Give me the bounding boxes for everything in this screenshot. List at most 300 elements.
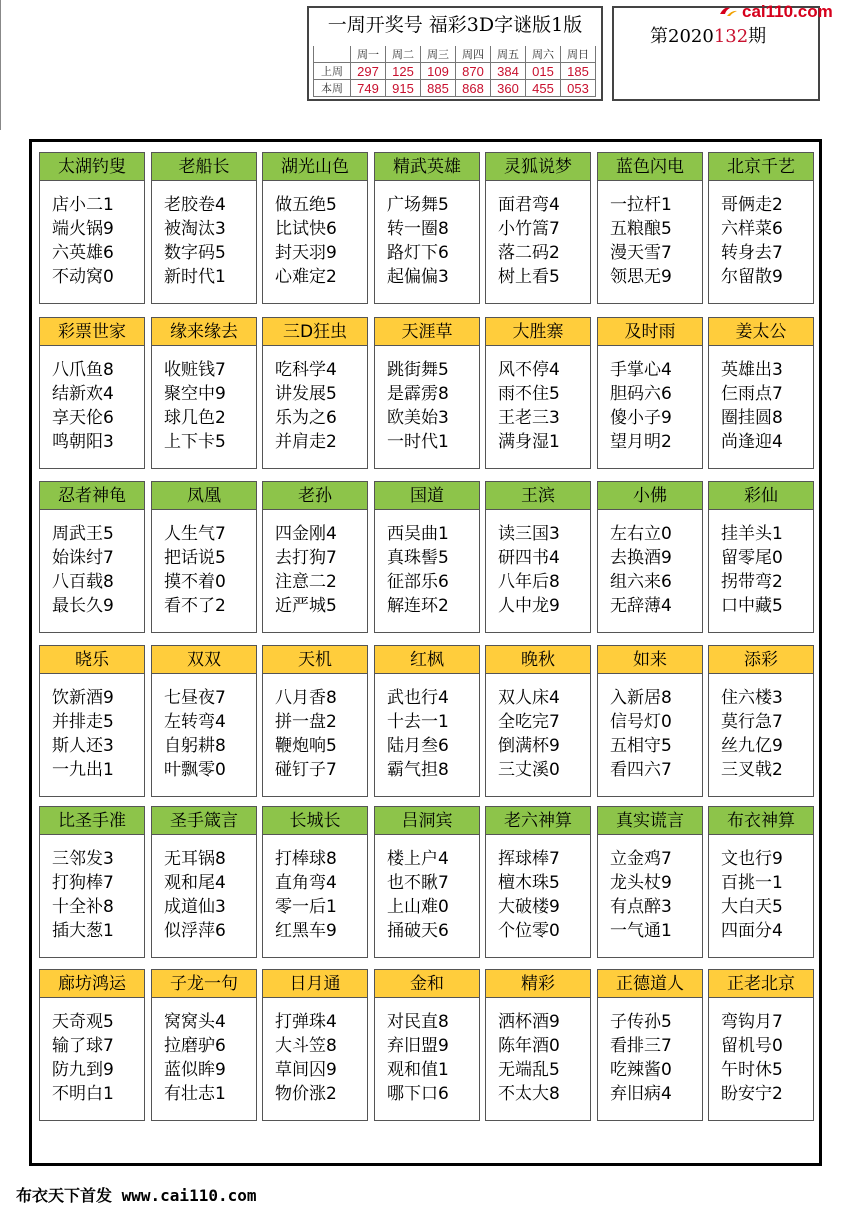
riddle-lines (52, 686, 140, 782)
riddle-line: 留机号0 (721, 1036, 783, 1056)
riddle-line: 无辞薄4 (610, 596, 672, 616)
riddle-line: 研四书4 (498, 548, 560, 568)
riddle-line: 八年后8 (498, 572, 560, 592)
riddle-line: 三丈溪0 (498, 760, 560, 780)
riddle-line: 上下卡5 (164, 432, 226, 452)
riddle-cell (262, 645, 368, 797)
riddle-lines (721, 847, 809, 943)
riddle-line: 端火锅9 (52, 219, 114, 239)
cell-author-title: 比圣手准 (40, 807, 144, 835)
cell-author-title: 天涯草 (375, 318, 479, 346)
cell-author-title: 添彩 (709, 646, 813, 674)
riddle-line: 捅破天6 (387, 921, 449, 941)
riddle-lines (387, 193, 475, 289)
cell-author-title: 圣手箴言 (152, 807, 256, 835)
riddle-line: 不明白1 (52, 1084, 114, 1104)
riddle-line: 弃旧病4 (610, 1084, 672, 1104)
riddle-line: 不动窝0 (52, 267, 114, 287)
weekly-results-table (313, 46, 596, 97)
cell-author-title: 晓乐 (40, 646, 144, 674)
riddle-line: 打狗棒7 (52, 873, 114, 893)
riddle-cell (262, 152, 368, 304)
riddle-line: 享天伦6 (52, 408, 114, 428)
riddle-lines (164, 686, 252, 782)
riddle-line: 傻小子9 (610, 408, 672, 428)
riddle-line: 王老三3 (498, 408, 560, 428)
riddle-line: 去换酒9 (610, 548, 672, 568)
riddle-cell (374, 969, 480, 1121)
cell-author-title: 忍者神龟 (40, 482, 144, 510)
riddle-line: 胆码六6 (610, 384, 672, 404)
draw-number: 360 (491, 80, 526, 97)
riddle-line: 输了球7 (52, 1036, 114, 1056)
riddle-line: 斯人还3 (52, 736, 114, 756)
draw-number: 868 (456, 80, 491, 97)
weekly-results-box (307, 6, 603, 101)
draw-number: 125 (386, 63, 421, 80)
riddle-line: 武也行4 (387, 688, 449, 708)
riddle-line: 口中藏5 (721, 596, 783, 616)
cell-author-title: 廊坊鸿运 (40, 970, 144, 998)
riddle-cell (485, 645, 591, 797)
riddle-cell (485, 481, 591, 633)
riddle-line: 去打狗7 (275, 548, 337, 568)
riddle-cell (597, 481, 703, 633)
riddle-line: 上山难0 (387, 897, 449, 917)
riddle-line: 十全补8 (52, 897, 114, 917)
issue-suffix: 期 (748, 26, 767, 47)
riddle-lines (164, 358, 252, 454)
riddle-line: 收赃钱7 (164, 360, 226, 380)
riddle-line: 鞭炮响5 (275, 736, 337, 756)
riddle-line: 圈挂圆8 (721, 408, 783, 428)
riddle-line: 近严城5 (275, 596, 337, 616)
riddle-line: 人中龙9 (498, 596, 560, 616)
riddle-lines (498, 847, 586, 943)
riddle-line: 拐带弯2 (721, 572, 783, 592)
riddle-lines (721, 358, 809, 454)
riddle-line: 无端乱5 (498, 1060, 560, 1080)
issue-prefix: 第2020 (650, 26, 714, 47)
riddle-lines (610, 847, 698, 943)
cell-author-title: 正德道人 (598, 970, 702, 998)
riddle-line: 陆月叁6 (387, 736, 449, 756)
riddle-lines (610, 193, 698, 289)
this-week-row (314, 80, 596, 97)
left-margin-line (0, 0, 1, 130)
riddle-line: 三邻发3 (52, 849, 114, 869)
riddle-cell (597, 152, 703, 304)
riddle-line: 天奇观5 (52, 1012, 114, 1032)
cell-author-title: 及时雨 (598, 318, 702, 346)
riddle-line: 小竹篙7 (498, 219, 560, 239)
riddle-line: 店小二1 (52, 195, 114, 215)
cell-author-title: 双双 (152, 646, 256, 674)
riddle-line: 七昼夜7 (164, 688, 226, 708)
riddle-lines (52, 847, 140, 943)
riddle-line: 摸不着0 (164, 572, 226, 592)
riddle-line: 封天羽9 (275, 243, 337, 263)
riddle-line: 手掌心4 (610, 360, 672, 380)
riddle-line: 真珠髻5 (387, 548, 449, 568)
draw-number: 885 (421, 80, 456, 97)
riddle-line: 午时休5 (721, 1060, 783, 1080)
riddle-line: 直角弯4 (275, 873, 337, 893)
riddle-line: 转一圈8 (387, 219, 449, 239)
cell-author-title: 正老北京 (709, 970, 813, 998)
riddle-cell (39, 806, 145, 958)
riddle-line: 有壮志1 (164, 1084, 226, 1104)
riddle-line: 数字码5 (164, 243, 226, 263)
riddle-line: 似浮萍6 (164, 921, 226, 941)
riddle-line: 不太大8 (498, 1084, 560, 1104)
riddle-line: 八百载8 (52, 572, 114, 592)
riddle-cell (597, 645, 703, 797)
riddle-line: 心难定2 (275, 267, 337, 287)
issue-number (650, 22, 766, 48)
riddle-line: 老胶卷4 (164, 195, 226, 215)
riddle-lines (275, 193, 363, 289)
riddle-cell (39, 645, 145, 797)
riddle-line: 观和值1 (387, 1060, 449, 1080)
results-title: 一周开奖号 福彩3D字谜版1版 (327, 14, 583, 36)
riddle-cell (262, 806, 368, 958)
riddle-line: 对民直8 (387, 1012, 449, 1032)
day-label: 周日 (561, 46, 596, 63)
riddle-line: 住六楼3 (721, 688, 783, 708)
riddle-lines (721, 193, 809, 289)
riddle-lines (52, 358, 140, 454)
riddle-cell (597, 969, 703, 1121)
riddle-line: 六英雄6 (52, 243, 114, 263)
riddle-lines (275, 522, 363, 618)
riddle-lines (721, 1010, 809, 1106)
riddle-line: 子传孙5 (610, 1012, 672, 1032)
riddle-line: 始诛纣7 (52, 548, 114, 568)
riddle-line: 跳街舞5 (387, 360, 449, 380)
riddle-line: 插大葱1 (52, 921, 114, 941)
day-label: 周一 (351, 46, 386, 63)
cell-author-title: 老六神算 (486, 807, 590, 835)
riddle-line: 洒杯酒9 (498, 1012, 560, 1032)
riddle-cell (262, 317, 368, 469)
cell-author-title: 大胜寨 (486, 318, 590, 346)
riddle-lines (164, 1010, 252, 1106)
riddle-lines (275, 686, 363, 782)
riddle-line: 人生气7 (164, 524, 226, 544)
riddle-line: 鸣朝阳3 (52, 432, 114, 452)
riddle-grid (29, 139, 822, 1166)
riddle-line: 最长久9 (52, 596, 114, 616)
cell-author-title: 湖光山色 (263, 153, 367, 181)
riddle-line: 个位零0 (498, 921, 560, 941)
riddle-lines (721, 522, 809, 618)
riddle-cell (708, 317, 814, 469)
riddle-cell (151, 317, 257, 469)
draw-number: 185 (561, 63, 596, 80)
riddle-line: 四面分4 (721, 921, 783, 941)
riddle-cell (39, 317, 145, 469)
riddle-line: 树上看5 (498, 267, 560, 287)
riddle-line: 比试快6 (275, 219, 337, 239)
cell-author-title: 红枫 (375, 646, 479, 674)
riddle-lines (387, 847, 475, 943)
riddle-cell (485, 969, 591, 1121)
riddle-cell (597, 806, 703, 958)
riddle-lines (387, 686, 475, 782)
riddle-line: 吃科学4 (275, 360, 337, 380)
riddle-line: 八爪鱼8 (52, 360, 114, 380)
cell-author-title: 老孙 (263, 482, 367, 510)
riddle-line: 尔留散9 (721, 267, 783, 287)
cell-author-title: 三D狂虫 (263, 318, 367, 346)
riddle-lines (52, 1010, 140, 1106)
riddle-cell (708, 806, 814, 958)
riddle-lines (275, 358, 363, 454)
cell-author-title: 国道 (375, 482, 479, 510)
riddle-line: 球几色2 (164, 408, 226, 428)
riddle-lines (498, 522, 586, 618)
draw-number: 053 (561, 80, 596, 97)
riddle-line: 倒满杯9 (498, 736, 560, 756)
riddle-line: 丝九亿9 (721, 736, 783, 756)
riddle-cell (374, 481, 480, 633)
riddle-lines (498, 193, 586, 289)
riddle-line: 龙头杖9 (610, 873, 672, 893)
cell-author-title: 如来 (598, 646, 702, 674)
riddle-line: 挥球棒7 (498, 849, 560, 869)
riddle-line: 挂羊头1 (721, 524, 783, 544)
riddle-line: 解连环2 (387, 596, 449, 616)
riddle-line: 盼安宁2 (721, 1084, 783, 1104)
cell-author-title: 太湖钓叟 (40, 153, 144, 181)
riddle-lines (52, 522, 140, 618)
riddle-line: 领思无9 (610, 267, 672, 287)
riddle-lines (164, 847, 252, 943)
riddle-line: 注意二2 (275, 572, 337, 592)
day-label: 周六 (526, 46, 561, 63)
draw-number: 384 (491, 63, 526, 80)
riddle-lines (387, 358, 475, 454)
riddle-line: 自躬耕8 (164, 736, 226, 756)
riddle-cell (374, 645, 480, 797)
riddle-cell (485, 317, 591, 469)
cell-author-title: 老船长 (152, 153, 256, 181)
draw-number: 297 (351, 63, 386, 80)
riddle-line: 无耳锅8 (164, 849, 226, 869)
day-label: 周五 (491, 46, 526, 63)
riddle-line: 也不瞅7 (387, 873, 449, 893)
day-label: 周三 (421, 46, 456, 63)
draw-number: 015 (526, 63, 561, 80)
riddle-line: 周武王5 (52, 524, 114, 544)
riddle-line: 吃辣酱0 (610, 1060, 672, 1080)
this-week-label: 本周 (314, 80, 351, 97)
riddle-cell (374, 317, 480, 469)
cell-author-title: 晚秋 (486, 646, 590, 674)
last-week-row (314, 63, 596, 80)
riddle-line: 一时代1 (387, 432, 449, 452)
riddle-cell (708, 152, 814, 304)
riddle-line: 八月香8 (275, 688, 337, 708)
riddle-line: 五粮酿5 (610, 219, 672, 239)
riddle-line: 一九出1 (52, 760, 114, 780)
riddle-lines (387, 1010, 475, 1106)
riddle-cell (708, 969, 814, 1121)
riddle-cell (708, 481, 814, 633)
riddle-line: 立金鸡7 (610, 849, 672, 869)
riddle-line: 乐为之6 (275, 408, 337, 428)
riddle-line: 被淘汰3 (164, 219, 226, 239)
riddle-line: 留零尾0 (721, 548, 783, 568)
cell-author-title: 凤凰 (152, 482, 256, 510)
riddle-line: 蓝似眸9 (164, 1060, 226, 1080)
riddle-line: 望月明2 (610, 432, 672, 452)
riddle-line: 是霹雳8 (387, 384, 449, 404)
riddle-lines (610, 358, 698, 454)
riddle-cell (485, 152, 591, 304)
riddle-line: 五相守5 (610, 736, 672, 756)
draw-number: 455 (526, 80, 561, 97)
riddle-line: 征部乐6 (387, 572, 449, 592)
riddle-line: 做五绝5 (275, 195, 337, 215)
draw-number: 109 (421, 63, 456, 80)
riddle-line: 十去一1 (387, 712, 449, 732)
riddle-line: 零一后1 (275, 897, 337, 917)
cell-author-title: 彩仙 (709, 482, 813, 510)
riddle-line: 霸气担8 (387, 760, 449, 780)
riddle-lines (164, 193, 252, 289)
riddle-line: 窝窝头4 (164, 1012, 226, 1032)
riddle-line: 全吃完7 (498, 712, 560, 732)
riddle-line: 仨雨点7 (721, 384, 783, 404)
brand-link[interactable]: cai110.com (742, 2, 833, 21)
riddle-line: 大破楼9 (498, 897, 560, 917)
riddle-line: 檀木珠5 (498, 873, 560, 893)
riddle-line: 叶飘零0 (164, 760, 226, 780)
riddle-line: 有点醉3 (610, 897, 672, 917)
riddle-lines (610, 522, 698, 618)
riddle-line: 西吴曲1 (387, 524, 449, 544)
riddle-lines (164, 522, 252, 618)
riddle-cell (39, 152, 145, 304)
riddle-cell (151, 645, 257, 797)
riddle-line: 物价涨2 (275, 1084, 337, 1104)
riddle-line: 楼上户4 (387, 849, 449, 869)
riddle-line: 哪下口6 (387, 1084, 449, 1104)
riddle-lines (498, 686, 586, 782)
riddle-line: 饮新酒9 (52, 688, 114, 708)
issue-number-value: 132 (713, 26, 749, 47)
riddle-cell (262, 969, 368, 1121)
riddle-cell (39, 969, 145, 1121)
riddle-lines (275, 1010, 363, 1106)
riddle-line: 讲发展5 (275, 384, 337, 404)
riddle-line: 大白天5 (721, 897, 783, 917)
riddle-line: 满身湿1 (498, 432, 560, 452)
riddle-line: 双人床4 (498, 688, 560, 708)
logo-mark-icon (718, 4, 738, 18)
riddle-line: 读三国3 (498, 524, 560, 544)
riddle-line: 看不了2 (164, 596, 226, 616)
riddle-line: 打弹珠4 (275, 1012, 337, 1032)
riddle-line: 左转弯4 (164, 712, 226, 732)
riddle-line: 弯钩月7 (721, 1012, 783, 1032)
riddle-line: 漫天雪7 (610, 243, 672, 263)
riddle-cell (262, 481, 368, 633)
riddle-line: 三叉戟2 (721, 760, 783, 780)
riddle-cell (151, 481, 257, 633)
riddle-line: 防九到9 (52, 1060, 114, 1080)
riddle-line: 雨不住5 (498, 384, 560, 404)
draw-number: 915 (386, 80, 421, 97)
riddle-lines (498, 358, 586, 454)
riddle-line: 尚逢迎4 (721, 432, 783, 452)
riddle-line: 观和尾4 (164, 873, 226, 893)
riddle-line: 哥俩走2 (721, 195, 783, 215)
riddle-line: 信号灯0 (610, 712, 672, 732)
riddle-cell (151, 806, 257, 958)
cell-author-title: 真实谎言 (598, 807, 702, 835)
cell-author-title: 精彩 (486, 970, 590, 998)
riddle-line: 把话说5 (164, 548, 226, 568)
cell-author-title: 天机 (263, 646, 367, 674)
riddle-line: 并肩走2 (275, 432, 337, 452)
day-label: 周二 (386, 46, 421, 63)
riddle-lines (275, 847, 363, 943)
riddle-cell (485, 806, 591, 958)
riddle-cell (708, 645, 814, 797)
riddle-line: 并排走5 (52, 712, 114, 732)
riddle-line: 成道仙3 (164, 897, 226, 917)
riddle-line: 落二码2 (498, 243, 560, 263)
riddle-line: 六样菜6 (721, 219, 783, 239)
cell-author-title: 日月通 (263, 970, 367, 998)
riddle-line: 一拉杆1 (610, 195, 672, 215)
riddle-line: 一气通1 (610, 921, 672, 941)
riddle-line: 结新欢4 (52, 384, 114, 404)
riddle-lines (721, 686, 809, 782)
footer-credit: 布衣天下首发 www.cai110.com (16, 1186, 257, 1205)
riddle-line: 四金刚4 (275, 524, 337, 544)
riddle-cell (597, 317, 703, 469)
riddle-line: 广场舞5 (387, 195, 449, 215)
riddle-cell (151, 969, 257, 1121)
cell-author-title: 精武英雄 (375, 153, 479, 181)
riddle-line: 碰钉子7 (275, 760, 337, 780)
riddle-line: 英雄出3 (721, 360, 783, 380)
riddle-cell (374, 152, 480, 304)
riddle-line: 弃旧盟9 (387, 1036, 449, 1056)
riddle-lines (387, 522, 475, 618)
riddle-line: 打棒球8 (275, 849, 337, 869)
riddle-line: 路灯下6 (387, 243, 449, 263)
riddle-line: 入新居8 (610, 688, 672, 708)
draw-number: 870 (456, 63, 491, 80)
riddle-line: 风不停4 (498, 360, 560, 380)
last-week-label: 上周 (314, 63, 351, 80)
riddle-line: 拼一盘2 (275, 712, 337, 732)
riddle-line: 看四六7 (610, 760, 672, 780)
cell-author-title: 蓝色闪电 (598, 153, 702, 181)
cell-author-title: 灵狐说梦 (486, 153, 590, 181)
riddle-line: 红黑车9 (275, 921, 337, 941)
riddle-line: 新时代1 (164, 267, 226, 287)
draw-number: 749 (351, 80, 386, 97)
riddle-line: 大斗笠8 (275, 1036, 337, 1056)
riddle-cell (151, 152, 257, 304)
day-label: 周四 (456, 46, 491, 63)
